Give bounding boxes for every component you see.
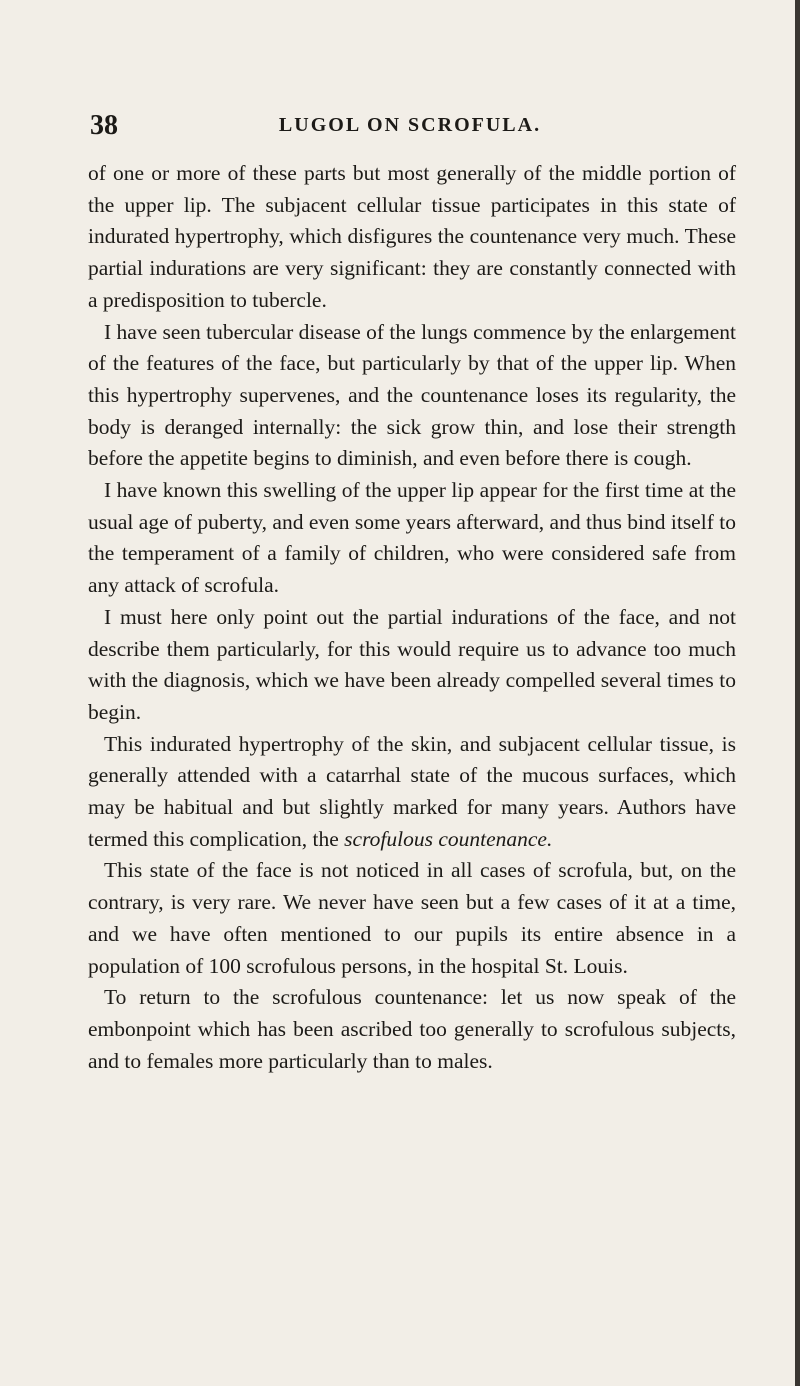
- running-head: [90, 110, 730, 140]
- paragraph-5: [88, 729, 736, 856]
- paragraph-5-italic-term: scrofulous countenance.: [344, 826, 553, 851]
- paragraph-5-text: This indurated hypertrophy of the skin, and subjacent cellular tissue, is generally attended with a catarrhal state of the mucous surfaces, which may be habitual and but slightly marked for many years. Authors have termed this complication, the: [88, 731, 736, 851]
- page-number: 38: [90, 110, 118, 141]
- paragraph-6: This state of the face is not noticed in all cases of scrofula, but, on the contrary, is very rare. We never have seen but a few cases of it at a time, and we have often mentioned to our pupils its entire absence in a population of 100 scrofulous persons, in the hospital St. Louis.: [88, 858, 736, 978]
- paragraph-7: To return to the scrofulous countenance: let us now speak of the embonpoint which has been ascribed too generally to scrofulous subjects, and to females more particularly than to males.: [88, 985, 736, 1073]
- running-title: LUGOL ON SCROFULA.: [278, 114, 542, 136]
- paragraph-1: of one or more of these parts but most generally of the middle portion of the upper lip. The subjacent cellular tissue participates in this state of indurated hypertrophy, which disfigures the countenance very much. These partial indurations are very significant: they are constantly connected with a predisposition to tubercle.: [88, 161, 736, 312]
- paragraph-3: I have known this swelling of the upper lip appear for the first time at the usual age of puberty, and even some years afterward, and thus bind itself to the temperament of a family of children, who were considered safe from any attack of scrofula.: [88, 478, 736, 598]
- paragraph-4: I must here only point out the partial indurations of the face, and not describe them particularly, for this would require us to advance too much with the diagnosis, which we have been already compelled several times to begin.: [88, 604, 736, 724]
- page-edge-shadow: [795, 0, 800, 1386]
- body-text: [88, 158, 736, 1077]
- paragraph-2: I have seen tubercular disease of the lungs commence by the enlargement of the features of the face, but particularly by that of the upper lip. When this hypertrophy supervenes, and the countenance loses its regularity, the body is deranged internally: the sick grow thin, and lose their strength before the appetite begins to diminish, and even before there is cough.: [88, 319, 736, 471]
